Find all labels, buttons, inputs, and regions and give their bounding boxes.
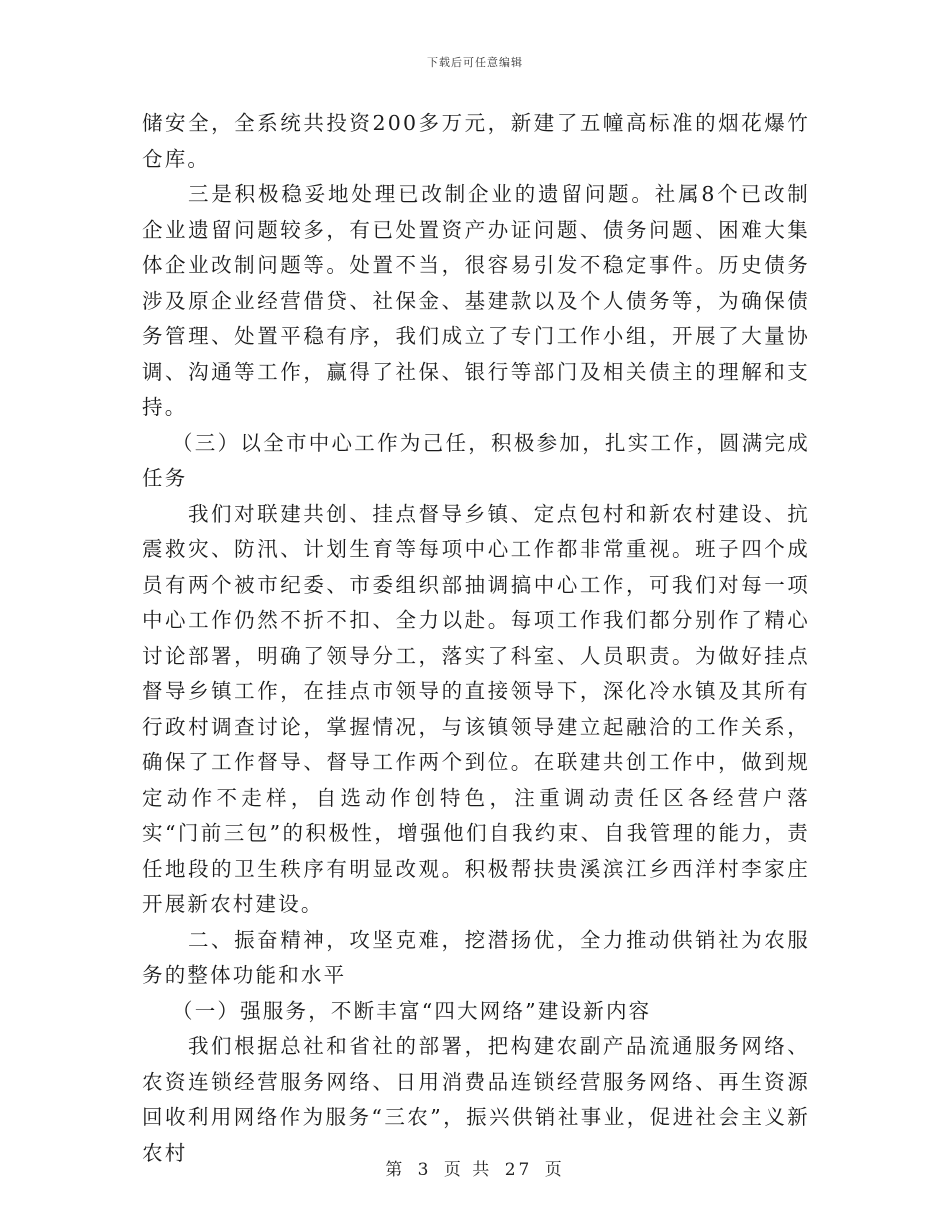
subheading-central-work: （三）以全市中心工作为己任，积极参加，扎实工作，圆满完成任务: [142, 430, 810, 490]
paragraph-continuation: 储安全，全系统共投资200多万元，新建了五幢高标准的烟花爆竹仓库。: [142, 111, 810, 171]
page-footer: [0, 1155, 950, 1180]
heading-section-two: 二、振奋精神，攻坚克难，挖潜扬优，全力推动供销社为农服务的整体功能和水平: [142, 927, 810, 987]
footer-middle: 页 共: [443, 1160, 493, 1180]
page-header: 下载后可任意编辑: [427, 56, 523, 69]
footer-prefix: 第: [385, 1160, 406, 1180]
paragraph-central-work: 我们对联建共创、挂点督导乡镇、定点包村和新农村建设、抗震救灾、防汛、计划生育等每项中心工作都非常重视。班子四个成员有两个被市纪委、市委组织部抽调搞中心工作，可我们对每一项中心工作仍然不折不扣、全力以赴。每项工作我们都分别作了精心讨论部署，明确了领导分工，落实了科室、人员职责。为做好挂点督导乡镇工作，在挂点市领导的直接领导下，深化冷水镇及其所有行政村调查讨论，掌握情况，与该镇领导建立起融洽的工作关系，确保了工作督导、督导工作两个到位。在联建共创工作中，做到规定动作不走样，自选动作创特色，注重调动责任区各经营户落实“门前三包”的积极性，增强他们自我约束、自我管理的能力，责任地段的卫生秩序有明显改观。积极帮扶贵溪滨江乡西洋村李家庄开展新农村建设。: [142, 501, 810, 916]
paragraph-legacy-issues: 三是积极稳妥地处理已改制企业的遗留问题。社属8个已改制企业遗留问题较多，有已处置资产办证问题、债务问题、困难大集体企业改制问题等。处置不当，很容易引发不稳定事件。历史债务涉及原企业经营借贷、社保金、基建款以及个人债务等，为确保债务管理、处置平稳有序，我们成立了专门工作小组，开展了大量协调、沟通等工作，赢得了社保、银行等部门及相关债主的理解和支持。: [142, 182, 810, 419]
paragraph-service: 我们根据总社和省社的部署，把构建农副产品流通服务网络、农资连锁经营服务网络、日用消费品连锁经营服务网络、再生资源回收利用网络作为服务“三农”，振兴供销社事业，促进社会主义新农村: [142, 1034, 810, 1165]
footer-total-pages: 27: [504, 1160, 533, 1180]
footer-page-number: 3: [417, 1160, 432, 1180]
subheading-service: （一）强服务，不断丰富“四大网络”建设新内容: [172, 998, 652, 1023]
document-body: [142, 106, 810, 1171]
footer-suffix: 页: [544, 1160, 565, 1180]
